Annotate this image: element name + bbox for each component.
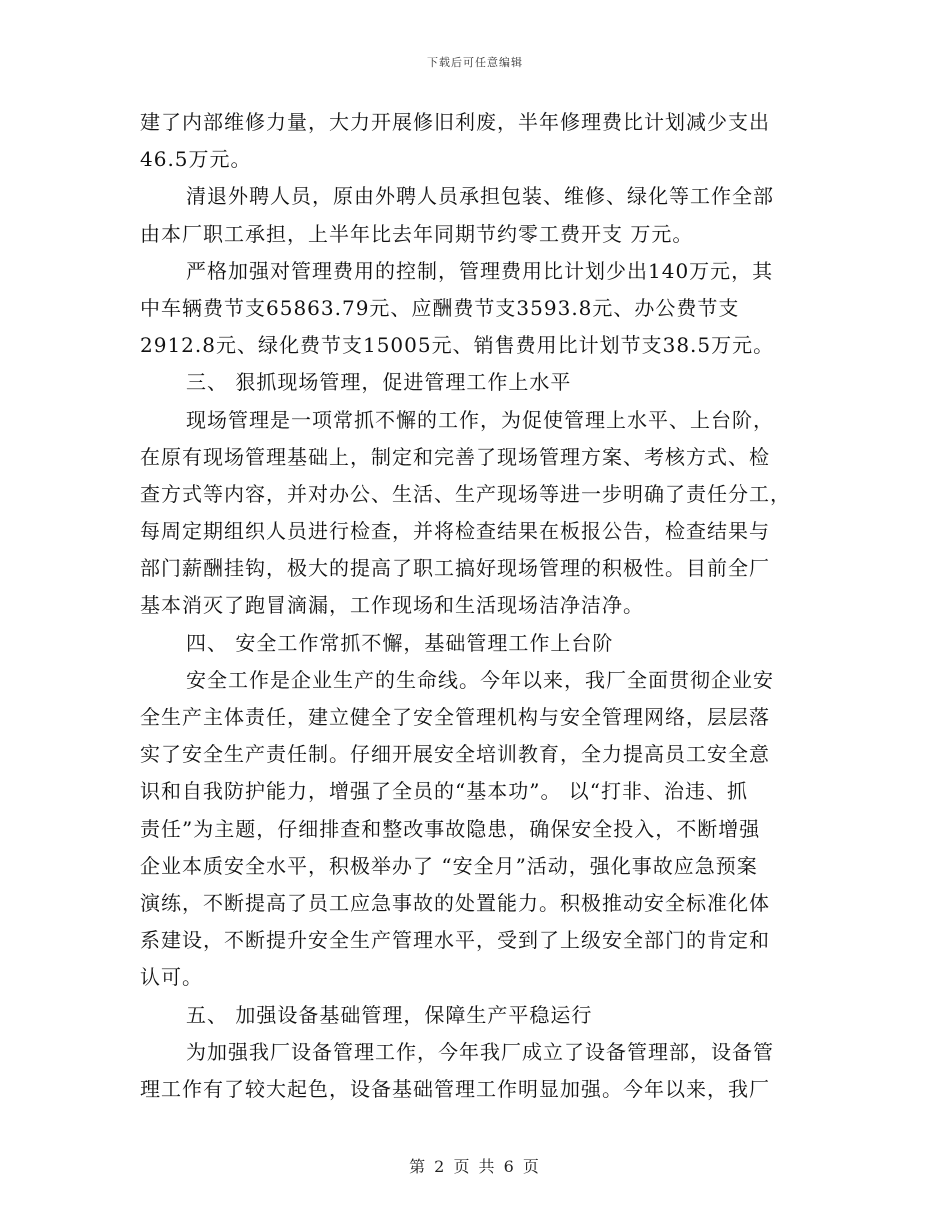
page-header: 下载后可任意编辑 [427, 56, 523, 69]
text-line: 责任”为主题，仔细排查和整改事故隐患，确保安全投入，不断增强 [140, 816, 761, 841]
text-line: 系建设，不断提升安全生产管理水平，受到了上级安全部门的肯定和 [140, 928, 770, 953]
text-line: 部门薪酬挂钩，极大的提高了职工搞好现场管理的积极性。目前全厂 [140, 556, 770, 581]
text-line: 查方式等内容，并对办公、生活、生产现场等进一步明确了责任分工， [140, 481, 791, 506]
text-line: 认可。 [140, 965, 203, 990]
page-number-footer: 第 2 页 共 6 页 [409, 1157, 541, 1176]
text-line: 中车辆费节支65863.79元、应酬费节支3593.8元、办公费节支 [140, 295, 740, 320]
text-line: 安全工作是企业生产的生命线。今年以来，我厂全面贯彻企业安 [186, 667, 774, 692]
text-line: 严格加强对管理费用的控制，管理费用比计划少出140万元，其 [186, 258, 774, 283]
text-line: 清退外聘人员，原由外聘人员承担包装、维修、绿化等工作全部 [186, 184, 774, 209]
section-heading: 三、 狠抓现场管理，促进管理工作上水平 [186, 370, 572, 395]
text-line: 基本消灭了跑冒滴漏，工作现场和生活现场洁净洁净。 [140, 593, 644, 618]
text-line: 建了内部维修力量，大力开展修旧利废，半年修理费比计划减少支出 [140, 110, 770, 134]
text-line: 企业本质安全水平，积极举办了 “安全月”活动，强化事故应急预案 [140, 853, 758, 878]
text-line: 46.5万元。 [140, 147, 252, 172]
text-line: 识和自我防护能力，增强了全员的“基本功”。 以“打非、治违、抓 [140, 779, 749, 804]
section-heading: 四、 安全工作常抓不懈，基础管理工作上台阶 [186, 630, 614, 655]
text-line: 2912.8元、绿化费节支15005元、销售费用比计划节支38.5万元。 [140, 333, 775, 358]
text-line: 实了安全生产责任制。仔细开展安全培训教育，全力提高员工安全意 [140, 742, 770, 767]
document-body [140, 104, 808, 1108]
text-line: 每周定期组织人员进行检查，并将检查结果在板报公告，检查结果与 [140, 519, 770, 544]
text-line: 为加强我厂设备管理工作，今年我厂成立了设备管理部，设备管 [186, 1039, 774, 1064]
text-line: 由本厂职工承担，上半年比去年同期节约零工费开支 万元。 [140, 221, 694, 246]
text-line: 在原有现场管理基础上，制定和完善了现场管理方案、考核方式、检 [140, 444, 770, 469]
text-line: 理工作有了较大起色，设备基础管理工作明显加强。今年以来，我厂 [140, 1076, 770, 1101]
text-line: 全生产主体责任，建立健全了安全管理机构与安全管理网络，层层落 [140, 705, 770, 729]
section-heading: 五、 加强设备基础管理，保障生产平稳运行 [186, 1002, 593, 1027]
text-line: 现场管理是一项常抓不懈的工作，为促使管理上水平、上台阶， [186, 407, 774, 432]
text-line: 演练，不断提高了员工应急事故的处置能力。积极推动安全标准化体 [140, 890, 770, 915]
